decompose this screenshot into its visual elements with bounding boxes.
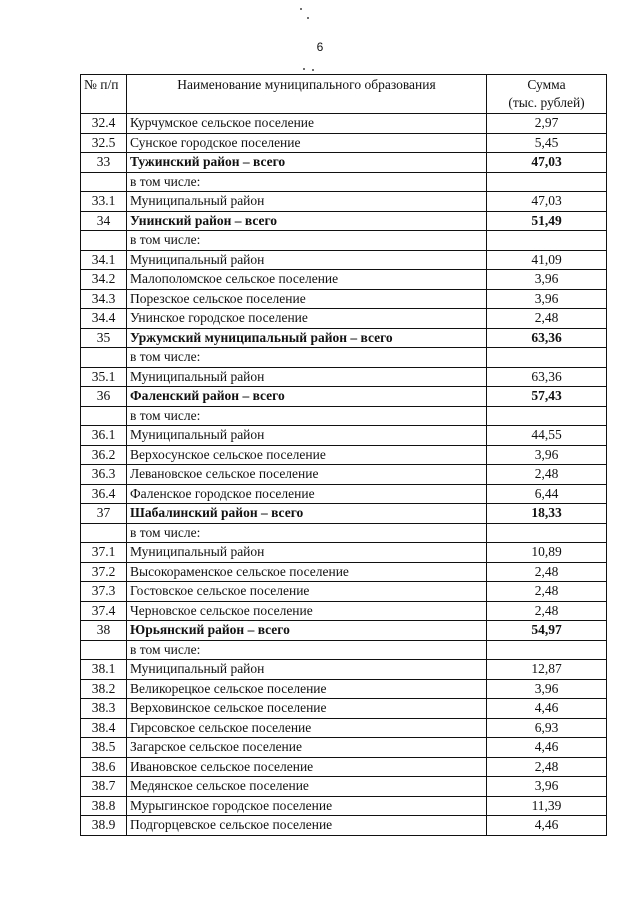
row-number [81, 640, 127, 660]
header-number: № п/п [81, 75, 127, 114]
table-row [81, 309, 607, 329]
row-municipality-name: Муниципальный район [127, 367, 487, 387]
table-row [81, 738, 607, 758]
table-row [81, 582, 607, 602]
row-sum: 11,39 [487, 796, 607, 816]
row-number: 36.1 [81, 426, 127, 446]
row-sum: 12,87 [487, 660, 607, 680]
row-number [81, 172, 127, 192]
table-row-total [81, 211, 607, 231]
row-number: 36.3 [81, 465, 127, 485]
row-number: 36 [81, 387, 127, 407]
table-row [81, 601, 607, 621]
table-body [81, 114, 607, 836]
row-municipality-name: в том числе: [127, 640, 487, 660]
table-row [81, 270, 607, 290]
table-row-total [81, 328, 607, 348]
row-number: 32.4 [81, 114, 127, 134]
row-number: 37.4 [81, 601, 127, 621]
row-sum: 6,93 [487, 718, 607, 738]
row-municipality-name: Высокораменское сельское поселение [127, 562, 487, 582]
table-row [81, 523, 607, 543]
row-municipality-name: Порезское сельское поселение [127, 289, 487, 309]
row-municipality-name: Муниципальный район [127, 660, 487, 680]
row-sum: 3,96 [487, 289, 607, 309]
row-municipality-name: Курчумское сельское поселение [127, 114, 487, 134]
table-row [81, 192, 607, 212]
row-municipality-name: Верховинское сельское поселение [127, 699, 487, 719]
row-number: 36.2 [81, 445, 127, 465]
row-sum: 2,97 [487, 114, 607, 134]
row-sum: 2,48 [487, 309, 607, 329]
table-row [81, 250, 607, 270]
row-municipality-name: Загарское сельское поселение [127, 738, 487, 758]
row-sum: 44,55 [487, 426, 607, 446]
row-number: 38.6 [81, 757, 127, 777]
row-sum: 63,36 [487, 367, 607, 387]
row-sum: 3,96 [487, 777, 607, 797]
row-municipality-name: Малополомское сельское поселение [127, 270, 487, 290]
row-sum: 47,03 [487, 153, 607, 173]
row-municipality-name: Левановское сельское поселение [127, 465, 487, 485]
row-number: 34.4 [81, 309, 127, 329]
row-number [81, 348, 127, 368]
row-number: 38.3 [81, 699, 127, 719]
header-name: Наименование муниципального образования [127, 75, 487, 114]
row-sum: 54,97 [487, 621, 607, 641]
row-number: 32.5 [81, 133, 127, 153]
table-row [81, 114, 607, 134]
row-municipality-name: Уржумский муниципальный район – всего [127, 328, 487, 348]
row-sum: 63,36 [487, 328, 607, 348]
row-number: 38.9 [81, 816, 127, 836]
row-municipality-name: Муниципальный район [127, 543, 487, 563]
table-header-row [81, 75, 607, 114]
row-number: 38.5 [81, 738, 127, 758]
row-municipality-name: Юрьянский район – всего [127, 621, 487, 641]
table-row [81, 660, 607, 680]
table-row [81, 679, 607, 699]
row-sum: 47,03 [487, 192, 607, 212]
row-number: 38.2 [81, 679, 127, 699]
table-row [81, 640, 607, 660]
row-number: 38.4 [81, 718, 127, 738]
row-number: 34.3 [81, 289, 127, 309]
table-row [81, 543, 607, 563]
row-number: 37.2 [81, 562, 127, 582]
table-row [81, 465, 607, 485]
row-sum: 2,48 [487, 562, 607, 582]
row-municipality-name: в том числе: [127, 523, 487, 543]
table-row [81, 816, 607, 836]
row-number [81, 406, 127, 426]
row-number: 33 [81, 153, 127, 173]
row-municipality-name: Муниципальный район [127, 250, 487, 270]
table-row [81, 757, 607, 777]
header-sum-line1: Сумма [527, 77, 566, 92]
row-municipality-name: Фаленское городское поселение [127, 484, 487, 504]
allocation-table [80, 74, 607, 836]
row-municipality-name: Фаленский район – всего [127, 387, 487, 407]
row-sum [487, 172, 607, 192]
table-row [81, 172, 607, 192]
table-row [81, 426, 607, 446]
table-row-total [81, 387, 607, 407]
row-sum: 6,44 [487, 484, 607, 504]
row-number: 37.1 [81, 543, 127, 563]
table-row [81, 133, 607, 153]
row-sum: 3,96 [487, 445, 607, 465]
row-municipality-name: Шабалинский район – всего [127, 504, 487, 524]
table-row-total [81, 153, 607, 173]
row-municipality-name: Черновское сельское поселение [127, 601, 487, 621]
row-municipality-name: в том числе: [127, 348, 487, 368]
row-sum [487, 406, 607, 426]
row-municipality-name: Мурыгинское городское поселение [127, 796, 487, 816]
table-row [81, 484, 607, 504]
row-number: 38.1 [81, 660, 127, 680]
row-sum: 10,89 [487, 543, 607, 563]
table-row [81, 562, 607, 582]
table-row [81, 406, 607, 426]
table-row [81, 777, 607, 797]
table-row-total [81, 621, 607, 641]
row-municipality-name: в том числе: [127, 172, 487, 192]
header-sum-line2: (тыс. рублей) [508, 95, 585, 110]
row-sum: 51,49 [487, 211, 607, 231]
row-sum: 5,45 [487, 133, 607, 153]
row-municipality-name: Ивановское сельское поселение [127, 757, 487, 777]
table-row [81, 289, 607, 309]
table-row [81, 796, 607, 816]
row-number: 34 [81, 211, 127, 231]
scan-speck [307, 17, 309, 19]
row-number: 35 [81, 328, 127, 348]
table-row [81, 348, 607, 368]
row-municipality-name: Муниципальный район [127, 426, 487, 446]
table-row [81, 445, 607, 465]
row-sum: 2,48 [487, 601, 607, 621]
table-row [81, 367, 607, 387]
scan-speck [312, 69, 314, 71]
row-sum [487, 348, 607, 368]
row-sum: 4,46 [487, 816, 607, 836]
row-sum: 18,33 [487, 504, 607, 524]
row-municipality-name: Великорецкое сельское поселение [127, 679, 487, 699]
table-row [81, 718, 607, 738]
row-municipality-name: Верхосунское сельское поселение [127, 445, 487, 465]
row-number: 37 [81, 504, 127, 524]
row-municipality-name: в том числе: [127, 231, 487, 251]
row-sum: 2,48 [487, 582, 607, 602]
row-number: 37.3 [81, 582, 127, 602]
row-sum: 4,46 [487, 699, 607, 719]
scan-speck [303, 68, 305, 70]
row-sum: 3,96 [487, 270, 607, 290]
row-number [81, 231, 127, 251]
row-municipality-name: Унинский район – всего [127, 211, 487, 231]
row-sum [487, 640, 607, 660]
scan-speck [300, 8, 302, 10]
page-number: 6 [316, 40, 324, 54]
row-number: 33.1 [81, 192, 127, 212]
row-sum: 41,09 [487, 250, 607, 270]
row-municipality-name: в том числе: [127, 406, 487, 426]
row-number: 35.1 [81, 367, 127, 387]
row-sum: 3,96 [487, 679, 607, 699]
row-municipality-name: Медянское сельское поселение [127, 777, 487, 797]
row-municipality-name: Сунское городское поселение [127, 133, 487, 153]
row-number: 34.2 [81, 270, 127, 290]
row-municipality-name: Гостовское сельское поселение [127, 582, 487, 602]
row-number: 36.4 [81, 484, 127, 504]
row-sum: 4,46 [487, 738, 607, 758]
row-number [81, 523, 127, 543]
row-sum [487, 523, 607, 543]
row-sum: 2,48 [487, 465, 607, 485]
table-row [81, 699, 607, 719]
header-sum [487, 75, 607, 114]
row-sum: 57,43 [487, 387, 607, 407]
table-row-total [81, 504, 607, 524]
row-municipality-name: Подгорцевское сельское поселение [127, 816, 487, 836]
row-number: 38 [81, 621, 127, 641]
row-number: 38.7 [81, 777, 127, 797]
row-number: 34.1 [81, 250, 127, 270]
row-municipality-name: Унинское городское поселение [127, 309, 487, 329]
table-row [81, 231, 607, 251]
row-sum: 2,48 [487, 757, 607, 777]
row-number: 38.8 [81, 796, 127, 816]
row-municipality-name: Гирсовское сельское поселение [127, 718, 487, 738]
row-sum [487, 231, 607, 251]
row-municipality-name: Муниципальный район [127, 192, 487, 212]
row-municipality-name: Тужинский район – всего [127, 153, 487, 173]
